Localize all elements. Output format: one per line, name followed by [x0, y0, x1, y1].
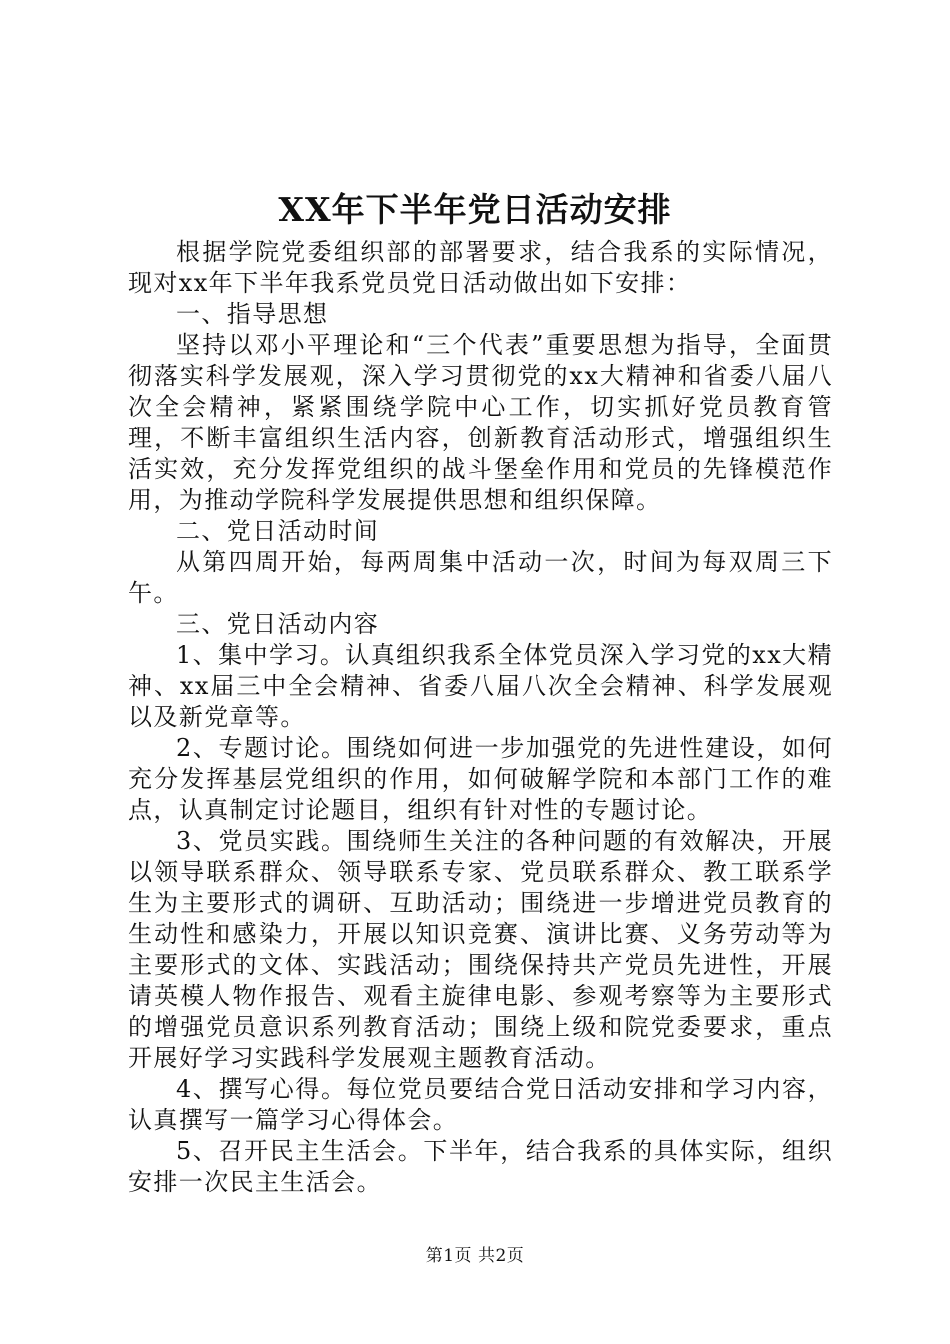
section-heading-activity-content: 三、党日活动内容: [176, 610, 380, 638]
page-number-footer: 第1页 共2页: [425, 1246, 525, 1266]
content-item-discussion: 2、专题讨论。围绕如何进一步加强党的先进性建设，如何充分发挥基层党组织的作用，如何破解学院和本部门工作的难点，认真制定讨论题目，组织有针对性的专题讨论。: [128, 734, 833, 824]
document-title: XX年下半年党日活动安排: [278, 190, 672, 229]
activity-time-paragraph: 从第四周开始，每两周集中活动一次，时间为每双周三下午。: [128, 548, 833, 607]
section-heading-activity-time: 二、党日活动时间: [176, 517, 380, 545]
content-item-reflection: 4、撰写心得。每位党员要结合党日活动安排和学习内容，认真撰写一篇学习心得体会。: [128, 1075, 833, 1134]
content-item-practice: 3、党员实践。围绕师生关注的各种问题的有效解决，开展以领导联系群众、领导联系专家、党员联系群众、教工联系学生为主要形式的调研、互助活动；围绕进一步增进党员教育的生动性和感染力，开展以知识竞赛、演讲比赛、义务劳动等为主要形式的文体、实践活动；围绕保持共产党员先进性，开展请英模人物作报告、观看主旋律电影、参观考察等为主要形式的增强党员意识系列教育活动；围绕上级和院党委要求，重点开展好学习实践科学发展观主题教育活动。: [128, 827, 833, 1072]
guiding-thought-paragraph: 坚持以邓小平理论和“三个代表”重要思想为指导，全面贯彻落实科学发展观，深入学习贯彻党的xx大精神和省委八届八次全会精神，紧紧围绕学院中心工作，切实抓好党员教育管理，不断丰富组织生活内容，创新教育活动形式，增强组织生活实效，充分发挥党组织的战斗堡垒作用和党员的先锋模范作用，为推动学院科学发展提供思想和组织保障。: [128, 331, 833, 514]
content-item-democratic-meeting: 5、召开民主生活会。下半年，结合我系的具体实际，组织安排一次民主生活会。: [128, 1137, 833, 1196]
document-body: [128, 237, 833, 1198]
content-item-study: 1、集中学习。认真组织我系全体党员深入学习党的xx大精神、xx届三中全会精神、省委八届八次全会精神、科学发展观以及新党章等。: [128, 641, 833, 731]
section-heading-guiding-thought: 一、指导思想: [176, 300, 329, 328]
intro-paragraph: 根据学院党委组织部的部署要求，结合我系的实际情况，现对xx年下半年我系党员党日活动做出如下安排：: [128, 238, 833, 297]
